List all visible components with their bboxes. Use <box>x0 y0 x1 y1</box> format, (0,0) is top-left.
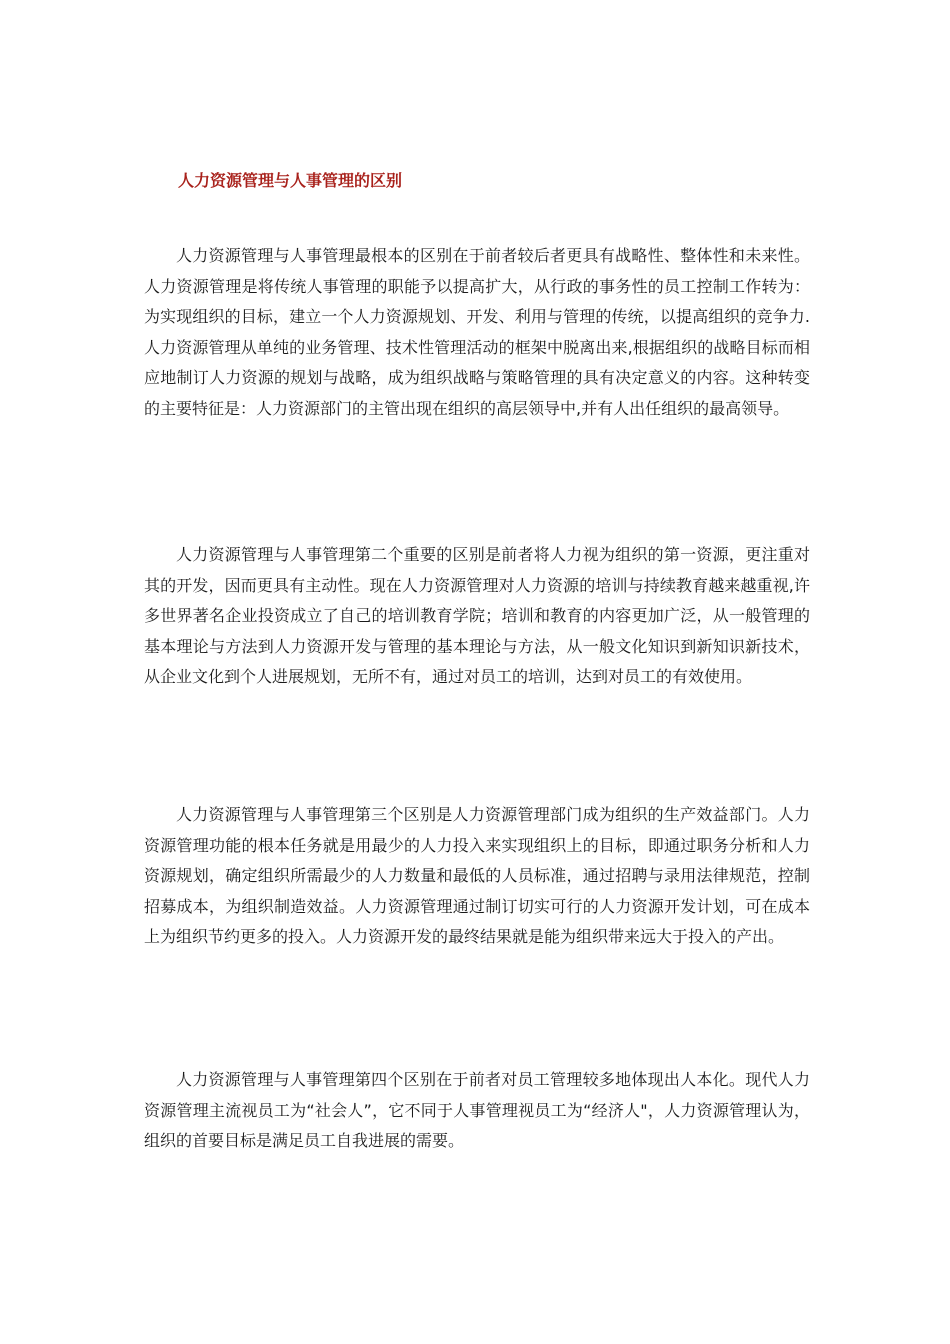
document-title: 人力资源管理与人事管理的区别 <box>178 171 403 190</box>
paragraph-4: 人力资源管理与人事管理第四个区别在于前者对员工管理较多地体现出人本化。现代人力资源管理主流视员工为“社会人”，它不同于人事管理视员工为“经济人"，人力资源管理认为，组织的首要目标是满足员工自我进展的需要。 <box>144 1070 810 1150</box>
paragraph-2: 人力资源管理与人事管理第二个重要的区别是前者将人力视为组织的第一资源，更注重对其的开发，因而更具有主动性。现在人力资源管理对人力资源的培训与持续教育越来越重视,许多世界著名企业投资成立了自己的培训教育学院；培训和教育的内容更加广泛，从一般管理的基本理论与方法到人力资源开发与管理的基本理论与方法，从一般文化知识到新知识新技术，从企业文化到个人进展规划，无所不有，通过对员工的培训，达到对员工的有效使用。 <box>144 545 810 686</box>
paragraph-1: 人力资源管理与人事管理最根本的区别在于前者较后者更具有战略性、整体性和未来性。人力资源管理是将传统人事管理的职能予以提高扩大，从行政的事务性的员工控制工作转为：为实现组织的目标，建立一个人力资源规划、开发、利用与管理的传统，以提高组织的竞争力.人力资源管理从单纯的业务管理、技术性管理活动的框架中脱离出来,根据组织的战略目标而相应地制订人力资源的规划与战略，成为组织战略与策略管理的具有决定意义的内容。这种转变的主要特征是：人力资源部门的主管出现在组织的高层领导中,并有人出任组织的最高领导。 <box>144 246 810 418</box>
paragraph-3: 人力资源管理与人事管理第三个区别是人力资源管理部门成为组织的生产效益部门。人力资源管理功能的根本任务就是用最少的人力投入来实现组织上的目标，即通过职务分析和人力资源规划，确定组织所需最少的人力数量和最低的人员标准，通过招聘与录用法律规范，控制招募成本，为组织制造效益。人力资源管理通过制订切实可行的人力资源开发计划，可在成本上为组织节约更多的投入。人力资源开发的最终结果就是能为组织带来远大于投入的产出。 <box>144 805 810 946</box>
